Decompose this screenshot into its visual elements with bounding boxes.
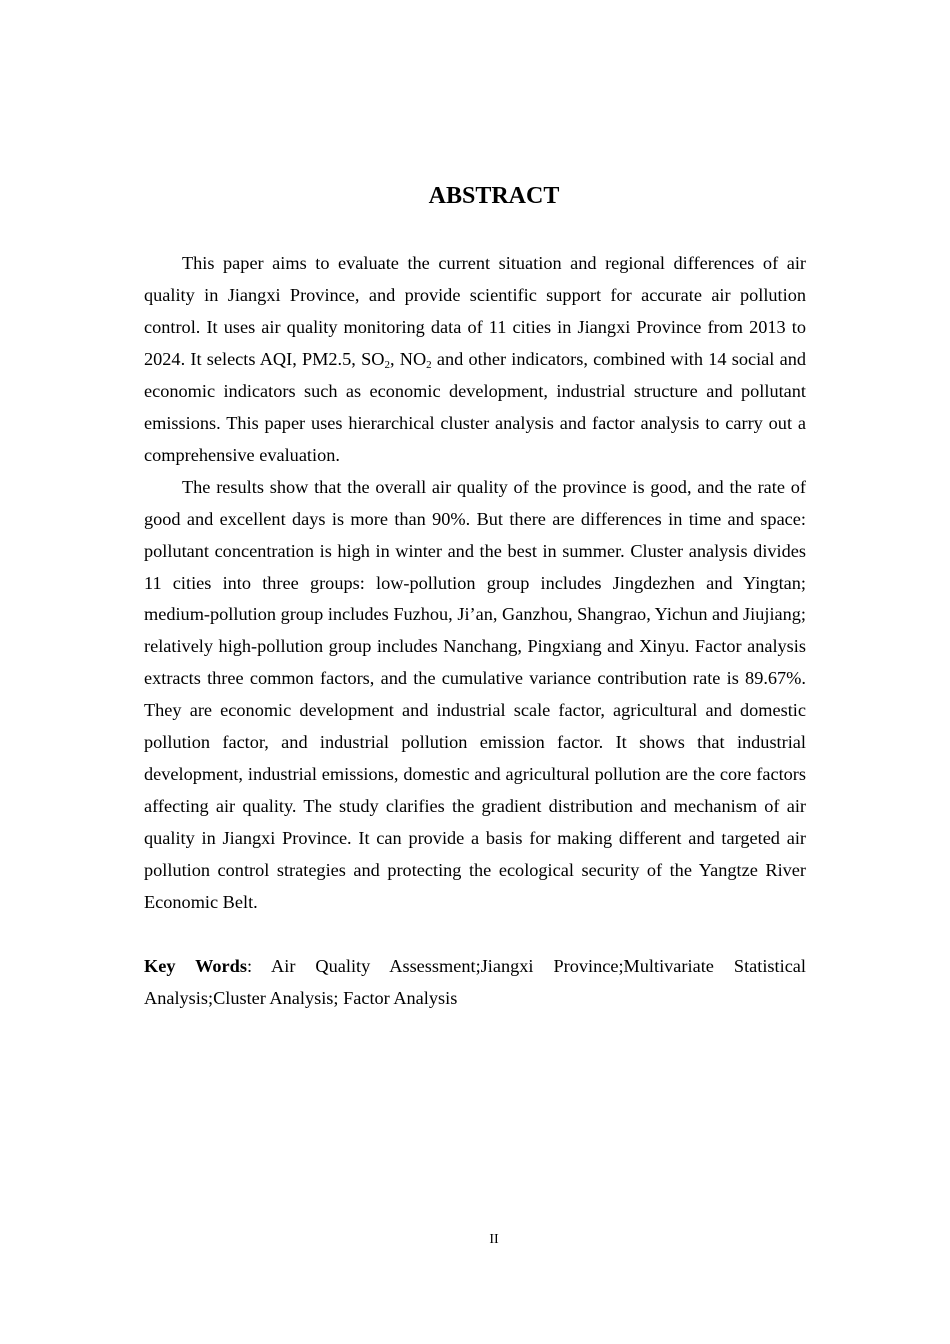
abstract-paragraph-2: The results show that the overall air quality of the province is good, and the rate of good and excellent days is more than 90%. But there are differences in time and space: pollutant concentration is high in winter and the best in summer. Cluster analysis divides 11 cities into three groups: low-pollution group includes Jingdezhen and Yingtan; medium-pollution group includes Fuzhou, Ji’an, Ganzhou, Shangrao, Yichun and Jiujiang; relatively high-pollution group includes Nanchang, Pingxiang and Xinyu. Factor analysis extracts three common factors, and the cumulative variance contribution rate is 89.67%. They are economic development and industrial scale factor, agricultural and domestic pollution factor, and industrial pollution emission factor. It shows that industrial development, industrial emissions, domestic and agricultural pollution are the core factors affecting air quality. The study clarifies the gradient distribution and mechanism of air quality in Jiangxi Province. It can provide a basis for making different and targeted air pollution control strategies and protecting the ecological security of the Yangtze River Economic Belt. (144, 476, 806, 913)
abstract-paragraph-1 (144, 248, 806, 472)
keywords-separator: : (246, 956, 253, 976)
paragraph-1-text-a: This paper aims to evaluate the current situation and regional differences of air quality in Jiangxi Province, and provide scientific support for accurate air pollution control. It uses air quality monitoring data of 11 cities in Jiangxi Province from 2013 to 2024. It selects AQI, PM2.5, SO (144, 253, 806, 369)
abstract-title: ABSTRACT (428, 183, 560, 209)
keywords-label: Key Words (144, 956, 247, 976)
paragraph-1-text-b: , NO (389, 348, 427, 369)
keywords-line (144, 951, 806, 1015)
abstract-body (144, 248, 806, 919)
so2-subscript: 2 (384, 358, 390, 371)
no2-subscript: 2 (426, 358, 432, 371)
page-number: II (489, 1232, 499, 1247)
keywords-text: Air Quality Assessment;Jiangxi Province;Multivariate Statistical Analysis;Cluster Analysis; Factor Analysis (144, 956, 806, 1008)
paragraph-1-text-c: and other indicators, combined with 14 social and economic indicators such as economic development, industrial structure and pollutant emissions. This paper uses hierarchical cluster analysis and factor analysis to carry out a comprehensive evaluation. (144, 348, 806, 465)
